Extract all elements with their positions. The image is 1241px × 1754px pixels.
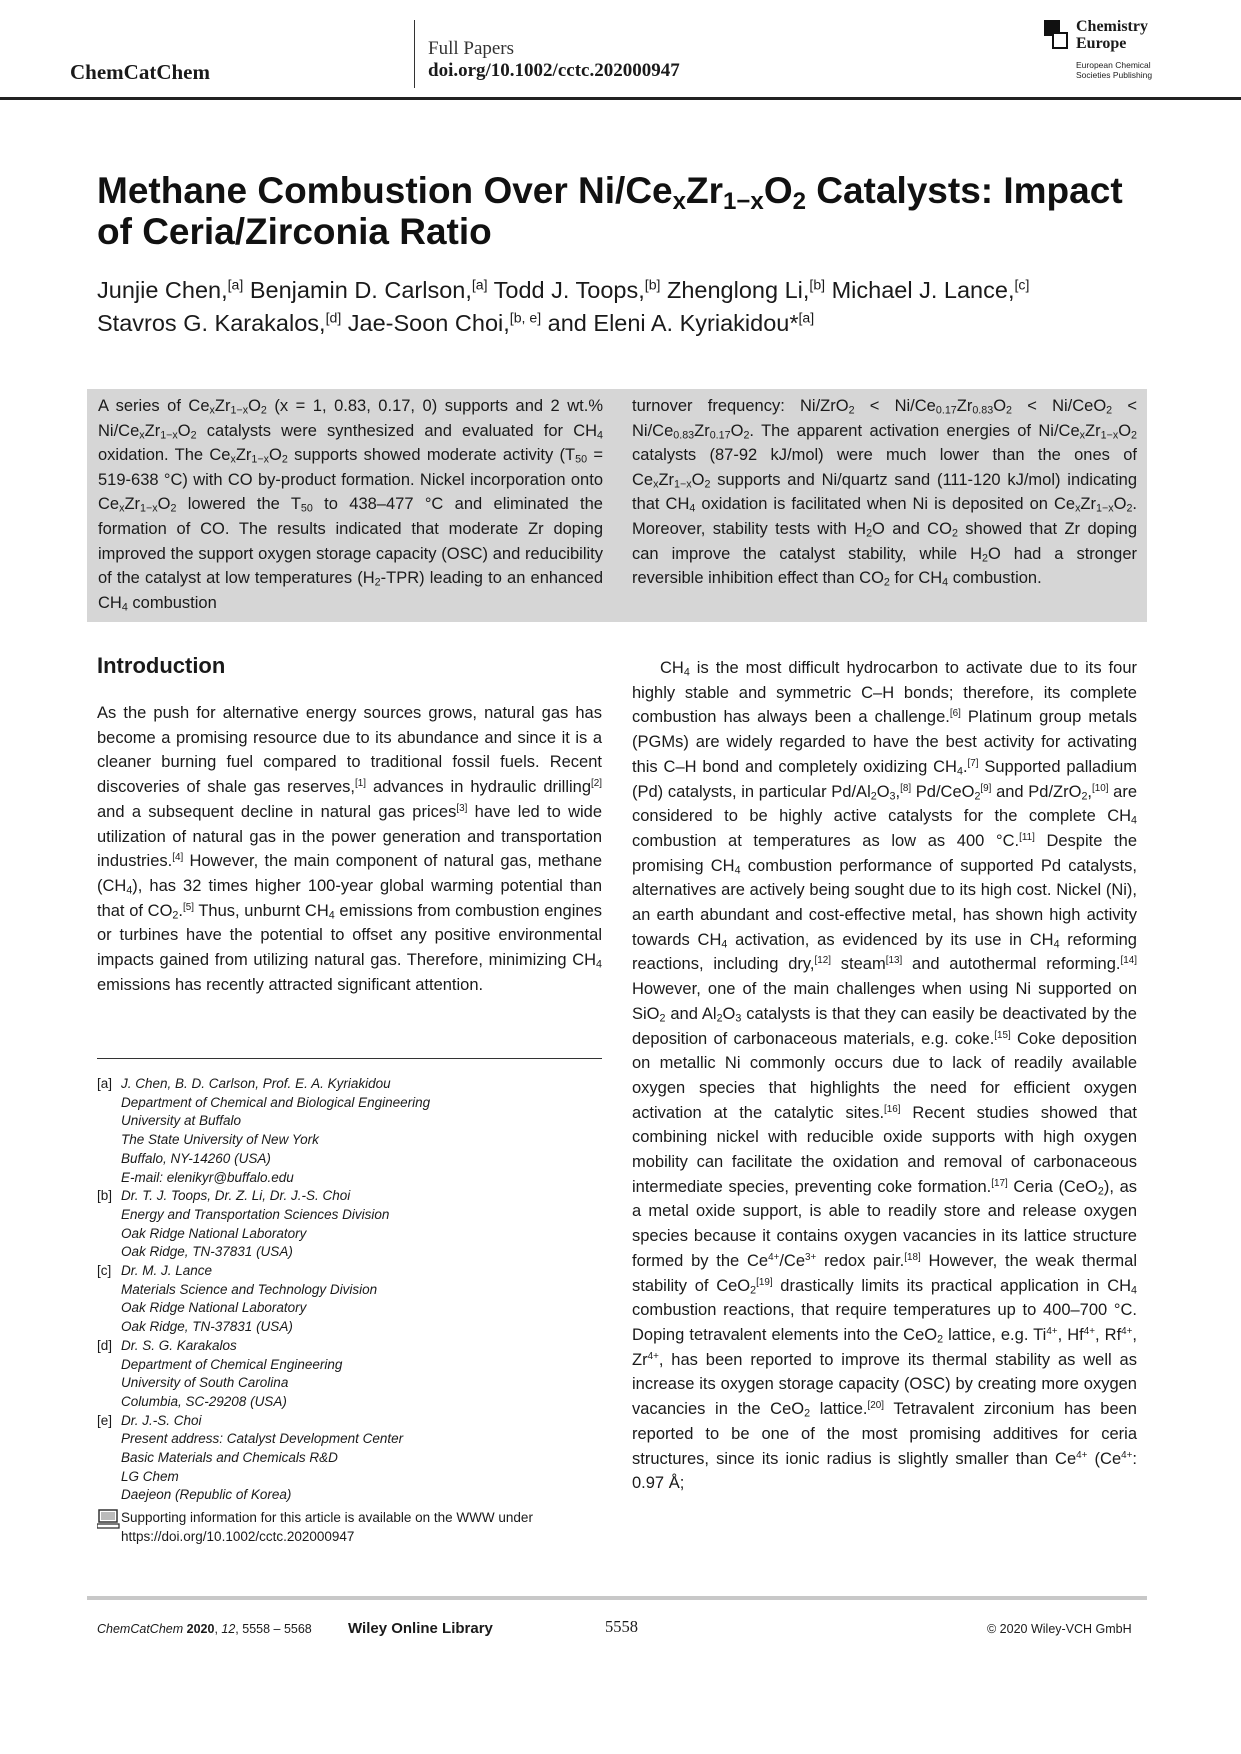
chemistry-europe-logo-icon bbox=[1044, 20, 1070, 50]
affiliation-line: Dr. T. J. Toops, Dr. Z. Li, Dr. J.-S. Choi bbox=[121, 1188, 351, 1204]
affiliation-line: Columbia, SC-29208 (USA) bbox=[121, 1393, 287, 1409]
affiliation-line: LG Chem bbox=[121, 1468, 179, 1484]
affiliation-line: Buffalo, NY-14260 (USA) bbox=[121, 1150, 271, 1166]
affiliation-tag: [e] bbox=[97, 1412, 113, 1428]
footnote-rule bbox=[97, 1058, 602, 1059]
introduction-heading: Introduction bbox=[97, 653, 226, 678]
affiliation-item bbox=[97, 1262, 607, 1337]
affiliation-line: Materials Science and Technology Division bbox=[121, 1281, 378, 1297]
article-title: Methane Combustion Over $Ni/Ce_xZr_{1-x}O_2$ Catalysts: Impact of Ceria/Zirconia Ratio bbox=[97, 170, 1123, 252]
chemistry-europe-logo[interactable] bbox=[1044, 18, 1176, 82]
supporting-info-text: Supporting information for this article is available on the WWW under bbox=[121, 1510, 533, 1525]
page-number: 5558 bbox=[605, 1617, 638, 1636]
introduction-right-text: $CH_4$ is the most difficult hydrocarbon to activate due to its four highly stable and symmetric C–H bonds; therefore, its complete combustion has always been a challenge.[6] Platinum group metals (PGMs) are widely regarded to have the best activity for activating this C–H bond and completely oxidizing $CH_4.[7]$ Supported palladium (Pd) catalysts, in particular $Pd/Al_2O_3,[8]$ Pd/CeO$_2$[9] and Pd/ZrO$_2$,[10] are considered to be highly active catalysts for the complete $CH_4$ combustion at temperatures as low as 400 °C.[11] Despite the promising $CH_4$ combustion performance of supported Pd catalysts, alternatives are actively being sought due to its high cost. Nickel (Ni), an earth abundant and cost-effective metal, has shown high activity towards $CH_4$ activation, as evidenced by its use in $CH_4$ reforming reactions, including dry,[12] steam[13] and autothermal reforming.[14] However, one of the main challenges when using Ni supported on SiO$_2$ and $Al_2O_3$ catalysts is that they can easily be deactivated by the deposition of carbonaceous materials, e.g. coke.[15] Coke deposition on metallic Ni commonly occurs due to lack of readily available oxygen species that highlights the need for efficient oxygen activation at the catalytic sites.[16] Recent studies showed that combining nickel with reducible oxide supports with high oxygen mobility can facilitate the oxidation and removal of carbonaceous intermediate species, preventing coke formation.[17] Ceria (CeO$_2$), as a metal oxide support, is able to readily store and release oxygen species because it contains oxygen vacancies in its lattice structure formed by the $Ce^{4+}/Ce^{3+}$ redox pair.[18] However, the weak thermal stability of CeO$_2$[19] drastically limits its practical application in $CH_4$ combustion reactions, that require temperatures up to 400–700 °C. Doping tetravalent elements into the CeO$_2$ lattice, e.g. $Ti^{4+}$, $Hf^{4+}$, $Rf^{4+}$, $Zr^{4+}$, has been reported to improve its thermal stability as well as increase its oxygen storage capacity (OSC) by creating more oxygen vacancies in the CeO$_2$ lattice.[20] Tetravalent zirconium has been reported to be one of the most promising additives for ceria structures, since its ionic radius is slightly smaller than $Ce^{4+}$ ($Ce^{4+}$: 0.97 Å; bbox=[632, 659, 1138, 1493]
affiliation-line: J. Chen, B. D. Carlson, Prof. E. A. Kyriakidou bbox=[121, 1076, 391, 1091]
header-rule bbox=[0, 97, 1241, 100]
affiliation-item bbox=[97, 1337, 607, 1412]
journal-name: ChemCatChem bbox=[70, 60, 210, 84]
footer-rule bbox=[87, 1596, 1147, 1600]
wiley-online-library-link[interactable]: Wiley Online Library bbox=[348, 1620, 493, 1637]
logo-subtitle: European Chemical Societies Publishing bbox=[1076, 60, 1153, 80]
header-divider bbox=[414, 20, 415, 88]
affiliation-item bbox=[97, 1412, 607, 1506]
affiliation-line: E-mail: elenikyr@buffalo.edu bbox=[121, 1169, 294, 1185]
affiliation-line: Dr. J.-S. Choi bbox=[121, 1412, 202, 1428]
affiliation-line: Department of Chemical Engineering bbox=[121, 1356, 343, 1372]
supporting-information-note bbox=[97, 1509, 607, 1546]
computer-icon bbox=[97, 1509, 121, 1529]
affiliation-tag: [c] bbox=[97, 1263, 112, 1279]
footer-citation: ChemCatChem 2020, 12, 5558 – 5568 bbox=[97, 1622, 312, 1636]
affiliation-list bbox=[97, 1075, 607, 1505]
affiliation-line: Department of Chemical and Biological Engineering bbox=[121, 1094, 431, 1110]
abstract-left-column: A series of $Ce_xZr_{1-x}O_2$ (x = 1, 0.83, 0.17, 0) supports and 2 wt.% $Ni/Ce_xZr_{1-x}O_2$ catalysts were synthesized and evaluated for $CH_4$ oxidation. The $Ce_xZr_{1-x}O_2$ supports showed moderate activity ($T_{50} = 519-638$ °C) with CO by-product formation. Nickel incorporation onto $Ce_xZr_{1-x}O_2$ lowered the $T_{50}$ to 438–477 °C and eliminated the formation of CO. The results indicated that moderate Zr doping improved the support oxygen storage capacity (OSC) and reducibility of the catalyst at low temperatures $(H_2-TPR)$ leading to an enhanced $CH_4$ combustion bbox=[98, 397, 604, 614]
section-label: Full Papers bbox=[428, 38, 515, 59]
affiliation-line: Oak Ridge, TN-37831 (USA) bbox=[121, 1319, 293, 1335]
affiliation-line: The State University of New York bbox=[121, 1132, 319, 1148]
affiliation-line: Energy and Transportation Sciences Division bbox=[121, 1206, 390, 1222]
affiliation-line: Daejeon (Republic of Korea) bbox=[121, 1487, 292, 1503]
affiliation-tag: [a] bbox=[97, 1076, 113, 1091]
affiliation-line: University of South Carolina bbox=[121, 1375, 289, 1391]
copyright: © 2020 Wiley-VCH GmbH bbox=[987, 1622, 1132, 1636]
affiliation-line: Basic Materials and Chemicals R&D bbox=[121, 1450, 338, 1466]
abstract-right-column: turnover frequency: $Ni/ZrO_2 < Ni/Ce_{0.17}Zr_{0.83}O_2 < Ni/CeO_2 < Ni/Ce_{0.83}Zr_{0.17}O_2$. The apparent activation energies of $Ni/Ce_xZr_{1-x}O_2$ catalysts (87-92 kJ/mol) were much lower than the ones of $Ce_xZr_{1-x}O_2$ supports and Ni/quartz sand (111-120 kJ/mol) indicating that $CH_4$ oxidation is facilitated when Ni is deposited on $Ce_xZr_{1-x}O_2$. Moreover, stability tests with $H_2O$ and $CO_2$ showed that Zr doping can improve the catalyst stability, while $H_2O$ had a stronger reversible inhibition effect than $CO_2$ for $CH_4$ combustion. bbox=[632, 397, 1138, 589]
affiliation-item bbox=[97, 1187, 607, 1262]
affiliation-line: Oak Ridge, TN-37831 (USA) bbox=[121, 1244, 293, 1260]
affiliation-tag: [d] bbox=[97, 1337, 113, 1353]
logo-title: Chemistry Europe bbox=[1076, 18, 1148, 52]
affiliation-line: Present address: Catalyst Development Center bbox=[121, 1431, 404, 1447]
affiliation-tag: [b] bbox=[97, 1188, 113, 1204]
affiliation-line: Dr. M. J. Lance bbox=[121, 1263, 213, 1279]
affiliation-line: Oak Ridge National Laboratory bbox=[121, 1225, 307, 1241]
doi-link[interactable]: doi.org/10.1002/cctc.202000947 bbox=[428, 60, 680, 81]
introduction-left-text: As the push for alternative energy sources grows, natural gas has become a promising resource due to its abundance and since it is a cleaner burning fuel compared to traditional fossil fuels. Recent discoveries of shale gas reserves,[1] advances in hydraulic drilling[2] and a subsequent decline in natural gas prices[3] have led to wide utilization of natural gas in the power generation and transportation industries.[4] However, the main component of natural gas, methane $(CH_4)$, has 32 times higher 100-year global warming potential than that of $CO_2.[5]$ Thus, unburnt $CH_4$ emissions from combustion engines or turbines have the potential to offset any positive environmental impacts gained from utilizing natural gas. Therefore, minimizing $CH_4$ emissions has recently attracted significant attention. bbox=[97, 704, 603, 994]
affiliation-line: Dr. S. G. Karakalos bbox=[121, 1337, 237, 1353]
affiliation-line: Oak Ridge National Laboratory bbox=[121, 1300, 307, 1316]
affiliation-line: University at Buffalo bbox=[121, 1113, 242, 1129]
author-list: Junjie Chen,[a] Benjamin D. Carlson,[a] Todd J. Toops,[b] Zhenglong Li,[b] Michael J. Lance,[c] Stavros G. Karakalos,[d] Jae-Soon Choi,[b, e] and Eleni A. Kyriakidou*[a] bbox=[97, 276, 1030, 336]
supporting-info-link[interactable]: https://doi.org/10.1002/cctc.202000947 bbox=[121, 1528, 355, 1544]
affiliation-item bbox=[97, 1075, 607, 1187]
